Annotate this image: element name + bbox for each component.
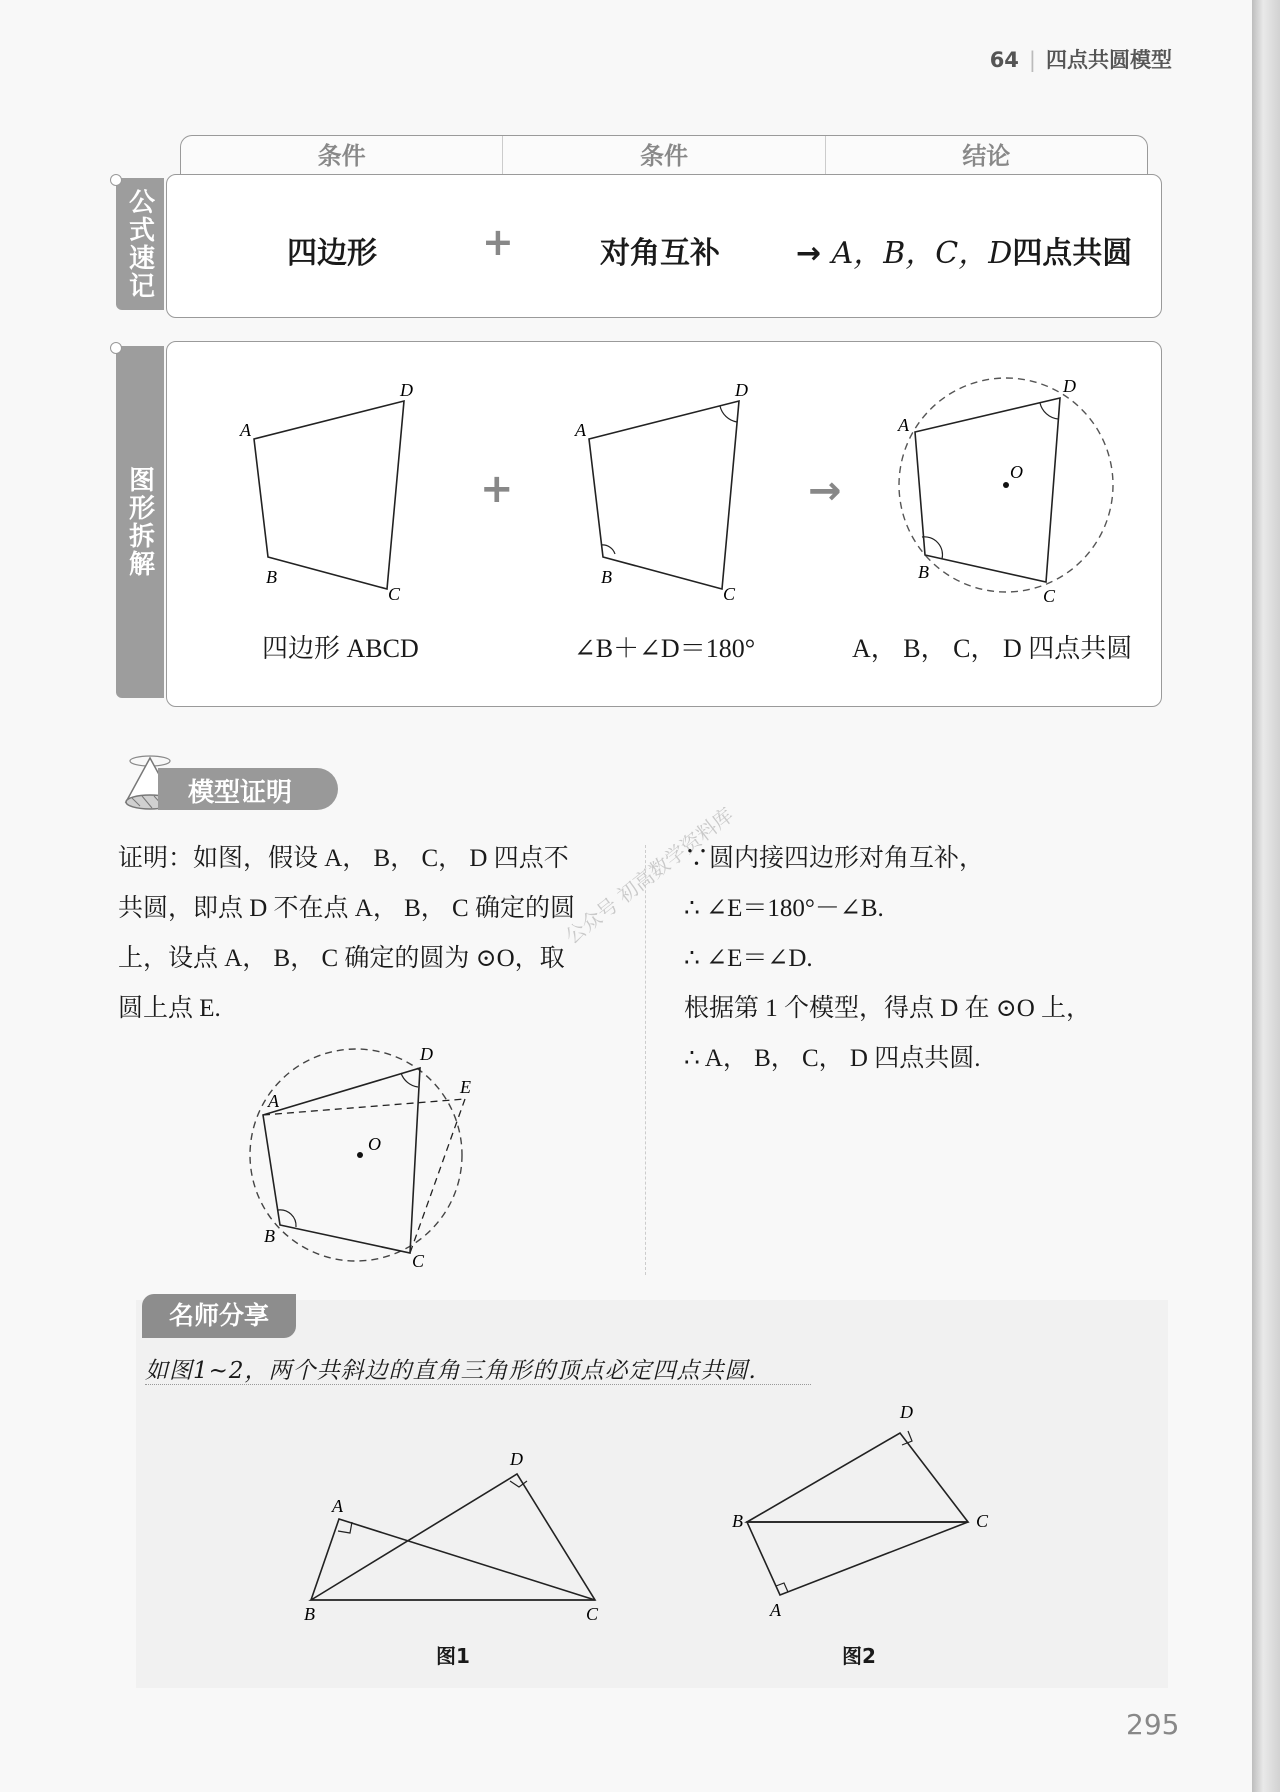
label-A: A [332, 1496, 343, 1516]
label-D: D [1063, 376, 1076, 396]
caption-angle-sum: ∠B＋∠D＝180° [574, 634, 756, 663]
watermark: 公众号 初高数学资料库 [560, 802, 738, 949]
label-C: C [388, 584, 401, 604]
label-D: D [900, 1402, 913, 1422]
teacher-share-text: 如图1~2，两个共斜边的直角三角形的顶点必定四点共圆. [145, 1358, 757, 1384]
proof-right-line: ∵圆内接四边形对角互补， [684, 845, 985, 872]
formula-cond2: 对角互补 [600, 236, 720, 271]
label-C: C [412, 1251, 425, 1271]
label-O: O [368, 1134, 381, 1154]
proof-left-line: 共圆，即点 D 不在点 A， B， C 确定的圆 [118, 895, 575, 922]
figure-2-caption: 图2 [842, 1644, 876, 1668]
arrow-right-icon: → [796, 236, 822, 271]
figure-side-label [116, 346, 164, 698]
page-number: 295 [1126, 1708, 1180, 1741]
formula-cond1: 四边形 [287, 236, 377, 271]
label-O: O [1010, 462, 1023, 482]
page-header: 64 | 四点共圆模型 [989, 48, 1172, 72]
teacher-share-badge: 名师分享 [142, 1294, 296, 1338]
teacher-share-underline [145, 1384, 811, 1385]
figure-1-right-triangles [290, 1445, 630, 1630]
label-B: B [266, 567, 277, 587]
figure-1-caption: 图1 [436, 1644, 470, 1668]
proof-left-line: 上，设点 A， B， C 确定的圆为 ⊙O，取 [118, 945, 565, 972]
label-D: D [400, 380, 413, 400]
conclusion-letters: A，B，C，D [831, 236, 1013, 271]
header-chapter-title: 四点共圆模型 [1046, 48, 1172, 72]
label-B: B [918, 562, 929, 582]
proof-left-line: 证明：如图，假设 A， B， C， D 四点不 [118, 845, 569, 872]
figure-supplementary-angles [565, 370, 765, 610]
condition-tabs [180, 135, 1148, 176]
proof-left-line: 圆上点 E. [118, 995, 221, 1022]
label-D: D [735, 380, 748, 400]
figure-quadrilateral-abcd [230, 370, 430, 610]
proof-right-column [684, 834, 1091, 1084]
label-B: B [732, 1511, 743, 1531]
figure-proof-circle [238, 1035, 488, 1275]
plus-icon: + [482, 220, 514, 264]
caption-quadrilateral: 四边形 ABCD [262, 634, 419, 663]
caption-concyclic: A， B， C， D 四点共圆 [852, 634, 1133, 663]
figure-2-right-triangles [720, 1395, 1000, 1625]
formula-conclusion [796, 228, 1132, 272]
header-page-number: 64 [989, 48, 1019, 72]
label-D: D [510, 1449, 523, 1469]
label-A: A [240, 420, 251, 440]
page-edge [1252, 0, 1280, 1792]
column-divider [645, 845, 646, 1275]
label-B: B [304, 1604, 315, 1624]
proof-right-line: ∴ ∠E＝180°－∠B. [684, 895, 884, 922]
label-C: C [1043, 586, 1056, 606]
figure-side-label-text: 图形拆解 [124, 466, 155, 578]
label-E: E [460, 1077, 471, 1097]
circle-bullet-icon [110, 342, 122, 354]
label-A: A [575, 420, 586, 440]
label-A: A [898, 415, 909, 435]
tab-condition-2: 条件 [502, 136, 824, 176]
plus-icon: + [480, 466, 514, 512]
label-C: C [586, 1604, 599, 1624]
arrow-right-icon: → [808, 468, 842, 514]
proof-section-title [118, 752, 338, 812]
proof-left-column [118, 834, 575, 1034]
label-C: C [976, 1511, 989, 1531]
tab-condition-1: 条件 [317, 142, 366, 170]
proof-right-line: ∴ A， B， C， D 四点共圆. [684, 1045, 981, 1072]
proof-right-line: ∴ ∠E＝∠D. [684, 945, 813, 972]
proof-right-line: 根据第 1 个模型，得点 D 在 ⊙O 上， [684, 995, 1092, 1022]
label-C: C [723, 584, 736, 604]
figure-cyclic-quadrilateral [880, 365, 1120, 615]
label-A: A [770, 1600, 781, 1620]
proof-title-text: 模型证明 [188, 778, 293, 808]
conclusion-text: 四点共圆 [1012, 236, 1133, 271]
label-D: D [420, 1044, 433, 1064]
label-B: B [601, 567, 612, 587]
label-B: B [264, 1226, 275, 1246]
tab-conclusion: 结论 [825, 136, 1147, 176]
formula-side-label-text: 公式速记 [124, 188, 155, 300]
circle-bullet-icon [110, 174, 122, 186]
formula-side-label [116, 178, 164, 310]
label-A: A [268, 1091, 279, 1111]
